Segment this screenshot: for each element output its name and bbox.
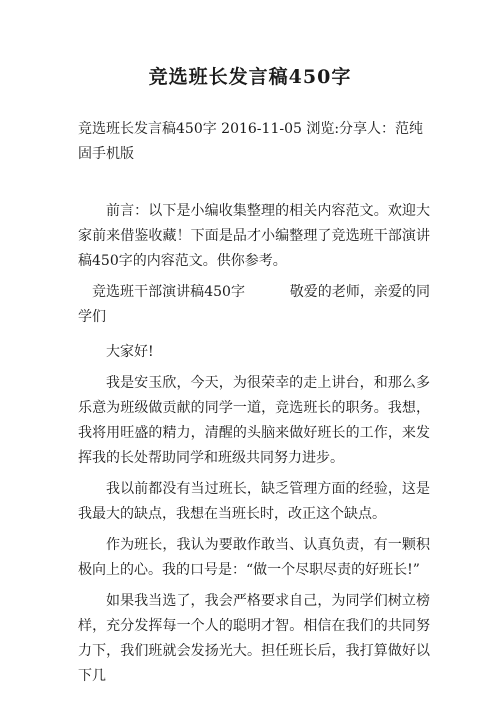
paragraph-weakness: 我以前都没有当过班长，缺乏管理方面的经验，这是我最大的缺点，我想在当班长时，改正这个缺点。 <box>78 481 430 522</box>
page-title: 竞选班长发言稿450字 <box>148 66 352 88</box>
paragraph-plan: 如果我当选了，我会严格要求自己，为同学们树立榜样，充分发挥每一个人的聪明才智。相信在我们的共同努力下，我们班就会发扬光大。担任班长后，我打算做好以下几 <box>78 593 430 684</box>
paragraph-intro: 我是安玉欣，今天，为很荣幸的走上讲台，和那么多乐意为班级做贡献的同学一道，竞选班长的职务。我想，我将用旺盛的精力，清醒的头脑来做好班长的工作，来发挥我的长处帮助同学和班级共同努力进步。 <box>78 375 430 466</box>
paragraph-greeting: 大家好! <box>106 344 154 360</box>
paragraph-slogan: 作为班长，我认为要敢作敢当、认真负责，有一颗积极向上的心。我的口号是：“做一个尽职尽责的好班长!” <box>78 537 430 578</box>
paragraph-heading: 竞选班干部演讲稿450字 敬爱的老师，亲爱的同学们 <box>78 284 430 325</box>
document-meta: 竞选班长发言稿450字 2016-11-05 浏览:分享人：范纯固手机版 <box>78 121 424 162</box>
paragraph-preface: 前言：以下是小编收集整理的相关内容范文。欢迎大家前来借鉴收藏！下面是品才小编整理了竞选班干部演讲稿450字的内容范文。供你参考。 <box>78 203 430 269</box>
document-body <box>78 199 430 689</box>
